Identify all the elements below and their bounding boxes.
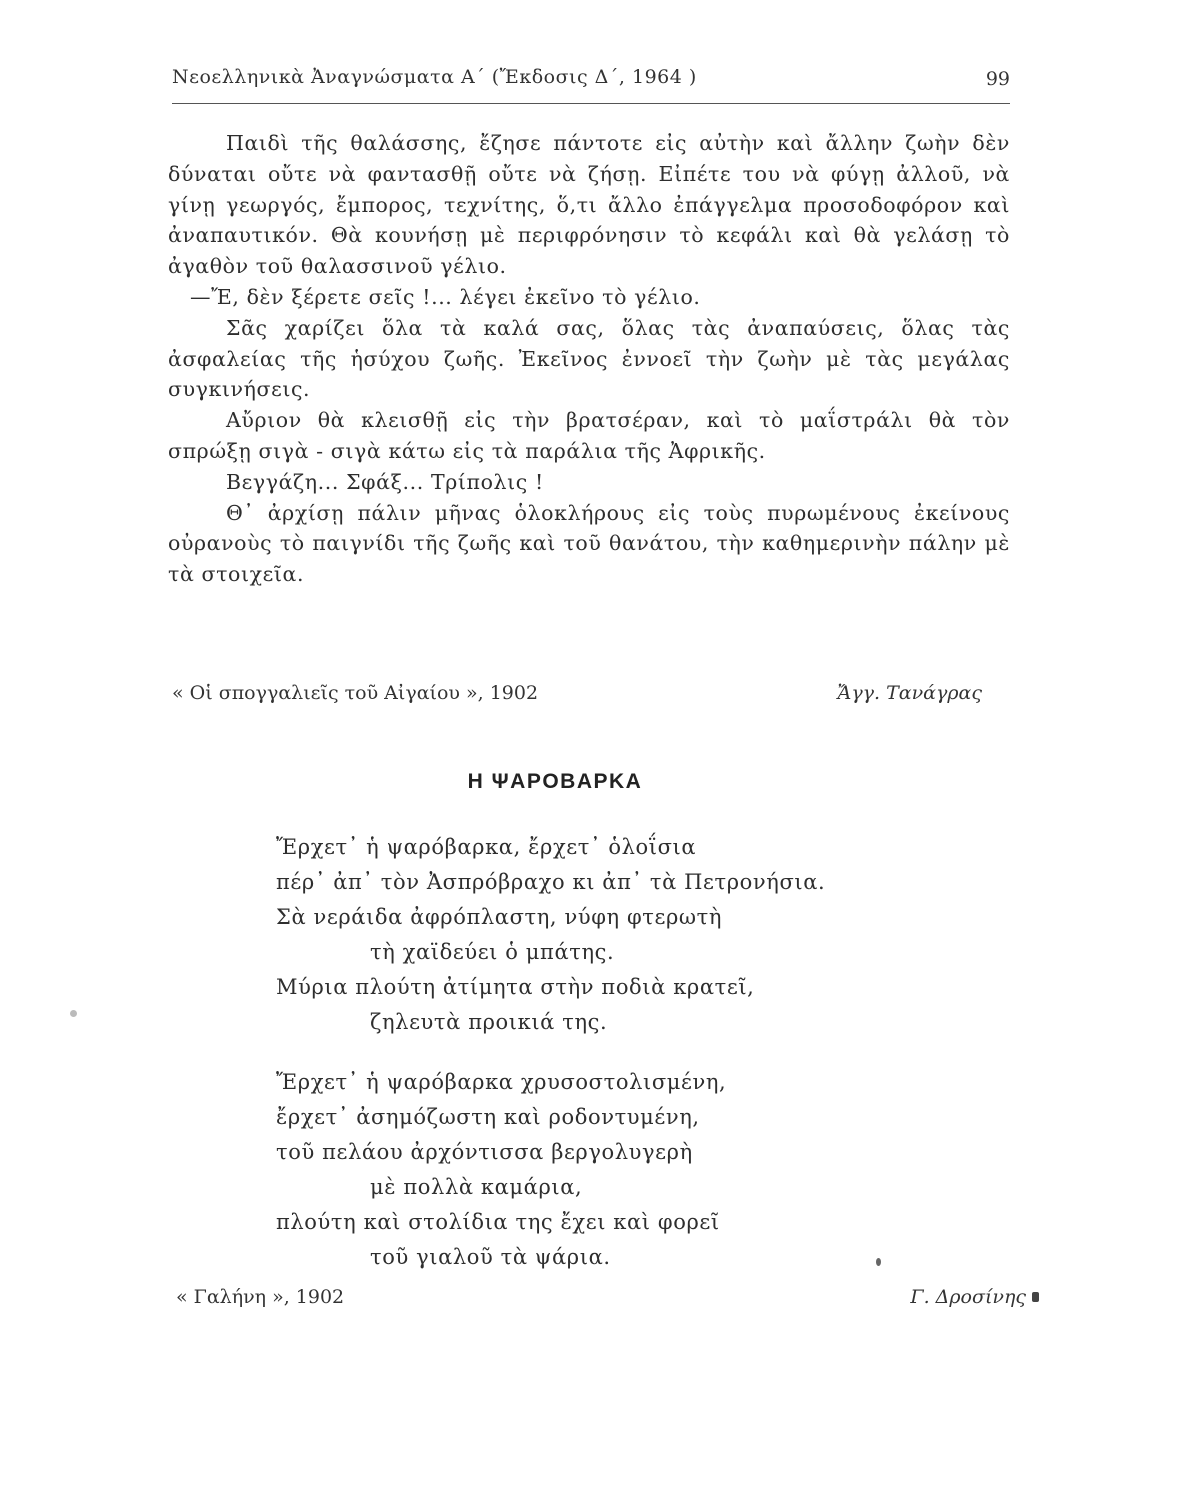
poem-attribution (176, 1286, 1026, 1316)
scan-speck (876, 1258, 881, 1266)
poem-line: τὴ χαϊδεύει ὁ μπάτης. (370, 940, 615, 964)
prose-author: Ἄγγ. Τανάγρας (837, 682, 982, 704)
header-rule (172, 103, 1010, 104)
poem-source: « Γαλήνη », 1902 (176, 1286, 345, 1308)
poem-title: Η ΨΑΡΟΒΑΡΚΑ (467, 770, 643, 793)
poem-line: τοῦ πελάου ἀρχόντισσα βεργολυγερὴ (276, 1140, 693, 1164)
header-title: Νεοελληνικὰ Ἀναγνώσματα Α΄ (Ἔκδοσις Δ΄, 1964 ) (172, 66, 697, 88)
running-header (172, 66, 1010, 106)
poem-line: Ἔρχετ᾿ ἡ ψαρόβαρκα, ἔρχετ᾿ ὁλοΐσια (276, 835, 697, 859)
page-number: 99 (985, 68, 1010, 90)
poem-line: ἔρχετ᾿ ἀσημόζωστη καὶ ροδοντυμένη, (276, 1105, 700, 1129)
prose-source: « Οἱ σπογγαλιεῖς τοῦ Αἰγαίου », 1902 (172, 682, 539, 704)
poem-line: μὲ πολλὰ καμάρια, (370, 1175, 583, 1199)
poem-stanza-2 (276, 1065, 976, 1275)
prose-attribution (172, 682, 982, 712)
prose-paragraph: —Ἔ, δὲν ξέρετε σεῖς !... λέγει ἐκεῖνο τὸ γέλιο. (190, 284, 701, 309)
poem-author: Γ. Δροσίνης (910, 1286, 1026, 1308)
poem-line: Μύρια πλούτη ἀτίμητα στὴν ποδιὰ κρατεῖ, (276, 975, 755, 999)
prose-excerpt (168, 128, 1010, 590)
prose-paragraph: Αὔριον θὰ κλεισθῇ εἰς τὴν βρατσέραν, καὶ τὸ μαΐστράλι θὰ τὸν σπρώξῃ σιγὰ - σιγὰ κάτω εἰς τὰ παράλια τῆς Ἀφρικῆς. (168, 408, 1010, 463)
poem-line: πλούτη καὶ στολίδια της ἔχει καὶ φορεῖ (276, 1210, 720, 1234)
prose-paragraph: Θ᾿ ἀρχίσῃ πάλιν μῆνας ὁλοκλήρους εἰς τοὺς πυρωμένους ἐκείνους οὐρανοὺς τὸ παιγνίδι τῆς ζωῆς καὶ τοῦ θανάτου, τὴν καθημερινὴν πάλην μὲ τὰ στοιχεῖα. (168, 500, 1010, 587)
scan-speck (1032, 1292, 1039, 1302)
poem-line: Ἔρχετ᾿ ἡ ψαρόβαρκα χρυσοστολισμένη, (276, 1070, 727, 1094)
poem-line: ζηλευτὰ προικιά της. (370, 1010, 608, 1034)
prose-paragraph: Βεγγάζη... Σφάξ... Τρίπολις ! (226, 469, 544, 494)
prose-paragraph: Παιδὶ τῆς θαλάσσης, ἔζησε πάντοτε εἰς αὐτὴν καὶ ἄλλην ζωὴν δὲν δύναται οὔτε νὰ φαντασθῇ οὔτε νὰ ζήσῃ. Εἰπέτε του νὰ φύγῃ ἀλλοῦ, νὰ γίνῃ γεωργός, ἔμπορος, τεχνίτης, ὅ,τι ἄλλο ἐπάγγελμα προσοδοφόρον καὶ ἀναπαυτικόν. Θὰ κουνήσῃ μὲ περιφρόνησιν τὸ κεφάλι καὶ θὰ γελάσῃ τὸ ἀγαθὸν τοῦ θαλασσινοῦ γέλιο. (168, 131, 1010, 279)
poem-line: τοῦ γιαλοῦ τὰ ψάρια. (370, 1245, 611, 1269)
poem-line: πέρ᾿ ἀπ᾿ τὸν Ἀσπρόβραχο κι ἀπ᾿ τὰ Πετρονήσια. (276, 870, 826, 894)
scan-speck (70, 1010, 77, 1017)
poem-stanza-1 (276, 830, 976, 1040)
poem-line: Σὰ νεράιδα ἀφρόπλαστη, νύφη φτερωτὴ (276, 905, 723, 929)
prose-paragraph: Σᾶς χαρίζει ὅλα τὰ καλά σας, ὅλας τὰς ἀναπαύσεις, ὅλας τὰς ἀσφαλείας τῆς ἡσύχου ζωῆς. Ἐκεῖνος ἐννοεῖ τὴν ζωὴν μὲ τὰς μεγάλας συγκινήσεις. (168, 315, 1010, 402)
